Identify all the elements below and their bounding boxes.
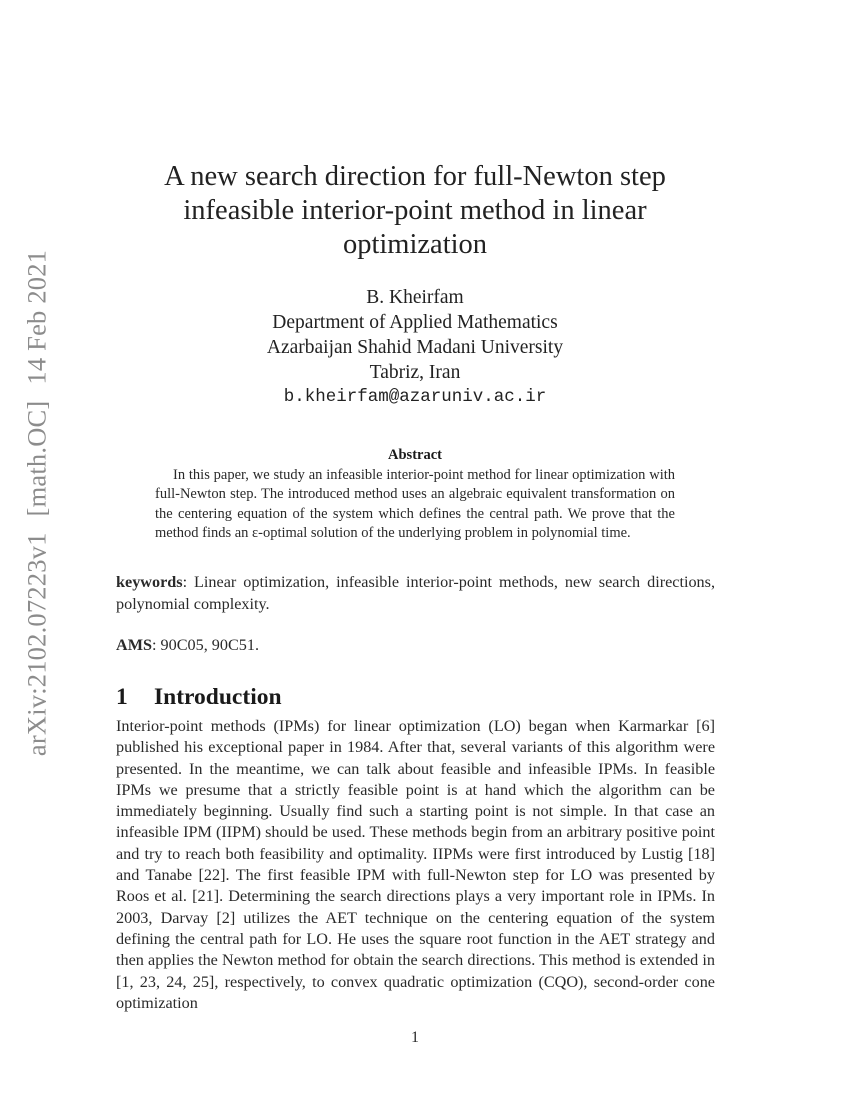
author-department: Department of Applied Mathematics — [272, 312, 558, 333]
arxiv-id: arXiv:2102.07223v1 — [21, 532, 52, 757]
keywords-text: : Linear optimization, infeasible interior-point methods, new search directions, polynomial complexity. — [116, 573, 715, 613]
abstract-text: In this paper, we study an infeasible interior-point method for linear optimization with full-Newton step. The introduced method uses an algebraic equivalent transformation on the centering equation of the system which defines the central path. We prove that the method finds an ε-optimal solution of the underlying problem in polynomial time. — [155, 467, 675, 542]
author-university: Azarbaijan Shahid Madani University — [266, 337, 564, 358]
introduction-paragraph: Interior-point methods (IPMs) for linear optimization (LO) began when Karmarkar [6] published his exceptional paper in 1984. After that, several variants of this algorithm were presented. In the meantime, we can talk about feasible and infeasible IPMs. In feasible IPMs we presume that a strictly feasible point is at hand which the algorithm can be immediately beginning. Usually find such a starting point is not simple. In that case an infeasible IPM (IIPM) should be used. These methods begin from an arbitrary positive point and try to reach both feasibility and optimality. IIPMs were first introduced by Lustig [18] and Tanabe [22]. The first feasible IPM with full-Newton step for LO was presented by Roos et al. [21]. Determining the search directions plays a very important role in IPMs. In 2003, Darvay [2] utilizes the AET technique on the centering equation of the system defining the central path for LO. He uses the square root function in the AET strategy and then applies the Newton method for obtain the search directions. This method is extended in [1, 23, 24, 25], respectively, to convex quadratic optimization (CQO), second-order cone optimization — [116, 717, 715, 1012]
arxiv-category: [math.OC] — [21, 400, 52, 517]
abstract-heading: Abstract — [388, 447, 442, 463]
author-block — [115, 285, 715, 410]
ams-label: AMS — [116, 636, 152, 654]
author-name: B. Kheirfam — [366, 287, 464, 308]
section-heading — [116, 682, 282, 712]
keywords — [116, 572, 715, 615]
author-email[interactable]: b.kheirfam@azaruniv.ac.ir — [283, 387, 547, 407]
section-number: 1 — [116, 684, 128, 710]
ams-text: : 90C05, 90C51. — [151, 636, 260, 654]
paper-title: A new search direction for full-Newton step infeasible interior-point method in linear optimization — [164, 161, 666, 260]
arxiv-stamp — [22, 250, 53, 756]
author-location: Tabriz, Iran — [369, 362, 461, 383]
section-title: Introduction — [154, 684, 282, 710]
arxiv-date: 14 Feb 2021 — [21, 249, 52, 385]
keywords-label: keywords — [116, 573, 183, 591]
page-number: 1 — [411, 1029, 419, 1046]
ams-classification — [116, 635, 715, 657]
